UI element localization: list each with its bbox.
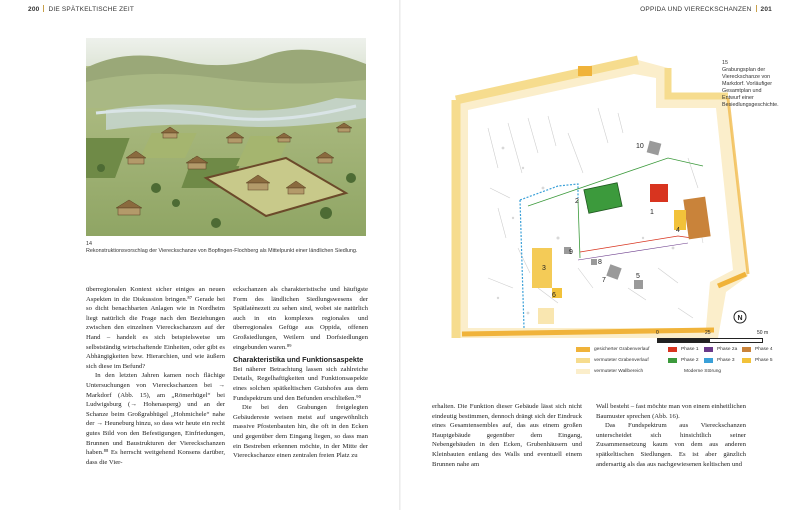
label-building-8: 8 bbox=[598, 259, 602, 266]
paragraph: Die bei den Grabungen freigelegten Gebäudereste weisen meist auf ungewöhnlich massive Pfostenbauten hin, die oft in den Ecken und gegenüber dem Eingang liegen, so dass man ein Bestreben erkennen möchte, in der Mitte der Viereckschanze einen zentralen freien Platz zu bbox=[233, 404, 368, 460]
scale-label-0: 0 bbox=[656, 330, 659, 336]
label-building-7: 7 bbox=[602, 277, 606, 284]
label-building-4: 4 bbox=[676, 227, 680, 234]
text-column-1 bbox=[86, 285, 225, 467]
legend-item bbox=[684, 369, 721, 374]
legend-item bbox=[668, 358, 699, 363]
text-column-4 bbox=[596, 402, 746, 469]
scale-bar-graphic bbox=[657, 338, 763, 343]
legend-item bbox=[742, 358, 773, 363]
legend-label: Phase 1 bbox=[681, 347, 699, 352]
scale-label-50: 50 m bbox=[757, 330, 769, 336]
label-building-3: 3 bbox=[542, 265, 546, 272]
legend-swatch bbox=[742, 358, 751, 363]
north-label: N bbox=[737, 315, 743, 322]
text-column-3 bbox=[432, 402, 582, 469]
north-arrow-icon bbox=[734, 311, 746, 323]
paragraph: erhalten. Die Funktion dieser Gebäude lässt sich nicht eindeutig bestimmen, dennoch drängt sich der Eindruck eines Gesamtensembles auf, das aus einem großen Hauptgebäude gegenüber dem Eingang, Nebengebäuden in den Ecken, Grubenhäusern und Kleinbauten entlang des Walls und eventuell einem Brunnen nahe am bbox=[432, 403, 582, 468]
legend-swatch bbox=[668, 358, 677, 363]
scale-bar bbox=[657, 330, 775, 342]
legend-label: Moderne Störung bbox=[684, 369, 722, 374]
legend-label: Phase 2 bbox=[681, 358, 699, 363]
figure-15-number: 15 bbox=[722, 60, 728, 66]
legend-swatch bbox=[742, 347, 751, 352]
label-building-9: 9 bbox=[569, 249, 573, 256]
paragraph: Bei näherer Betrachtung lassen sich zahlreiche Details, Regelhaftigkeiten und Funktionsaspekte eines solchen spätkeltischen Gutshofes aus dem Fundspektrum und den Befunden erschließen.⁹⁰ bbox=[233, 365, 368, 402]
text-column-2 bbox=[233, 285, 368, 461]
page-number-right: 201 bbox=[760, 6, 772, 13]
legend-swatch bbox=[704, 347, 713, 352]
figure-15-caption bbox=[722, 60, 780, 109]
running-header-right bbox=[640, 5, 772, 13]
figure-14-number: 14 bbox=[86, 241, 92, 247]
plan-legend bbox=[576, 344, 776, 382]
figure-14-caption bbox=[86, 241, 366, 255]
header-title-right: OPPIDA UND VIERECKSCHANZEN bbox=[640, 6, 752, 13]
legend-label: vermuteter Grabenverlauf bbox=[594, 358, 649, 363]
scale-label-25: 25 bbox=[705, 330, 711, 336]
label-building-10: 10 bbox=[636, 143, 644, 150]
legend-label: vermuteter Wallbereich bbox=[594, 369, 644, 374]
label-building-1: 1 bbox=[650, 209, 654, 216]
legend-swatch bbox=[668, 347, 677, 352]
label-building-2: 2 bbox=[575, 198, 579, 205]
legend-item bbox=[742, 347, 773, 352]
reconstruction-illustration bbox=[86, 38, 366, 236]
legend-item bbox=[704, 358, 735, 363]
legend-item bbox=[576, 369, 643, 374]
legend-item bbox=[668, 347, 699, 352]
legend-swatch bbox=[576, 347, 590, 352]
legend-swatch bbox=[576, 369, 590, 374]
legend-label: Phase 3 bbox=[717, 358, 735, 363]
legend-item bbox=[576, 347, 649, 352]
legend-swatch bbox=[704, 358, 713, 363]
header-title-left: DIE SPÄTKELTISCHE ZEIT bbox=[48, 6, 134, 13]
paragraph: eckschanzen als charakteristische und häufigste Form des ländlichen Siedlungswesens der Spätlatènezeit zu sehen sind, wobei sie natürlich auch in ein komplexes regionales und überregionales Gefüge aus Oppida, offenen Großsiedlungen, Weilern und Dorfsiedlungen eingebunden waren.⁸⁹ bbox=[233, 286, 368, 351]
figure-14-caption-text: Rekonstruktionsvorschlag der Viereckschanze von Bopfingen-Flochberg als Mittelpunkt einer ländlichen Siedlung. bbox=[86, 248, 358, 254]
paragraph: überregionalen Kontext sicher einiges an neuen Aspekten in die Diskussion bringen.⁸⁷ Gerade bei so dicht benachbarten Anlagen wie in Nordheim liegt natürlich die Frage nach den Beziehungen zwischen den einzelnen Viereckschanzen auf der Hand – handelt es sich beispielsweise um selbstständig wirtschaftende Einheiten, oder gibt es Abhängigkeiten bzw. Hierarchien, und wie äußern sich diese im Befund? bbox=[86, 286, 225, 370]
legend-item bbox=[704, 347, 737, 352]
header-divider bbox=[756, 5, 757, 12]
legend-label: Phase 2a bbox=[717, 347, 738, 352]
page-number-left: 200 bbox=[28, 6, 40, 13]
header-divider bbox=[43, 5, 44, 12]
book-gutter bbox=[399, 0, 401, 510]
paragraph: Das Fundspektrum aus Viereckschanzen unterscheidet sich hinsichtlich seiner Zusammensetzung kaum von dem aus anderen spätkeltischen Siedlungen. Es ist aber gänzlich andersartig als das aus nachgewiesenen keltischen und bbox=[596, 422, 746, 468]
label-building-5: 5 bbox=[636, 273, 640, 280]
running-header-left bbox=[28, 5, 134, 13]
section-heading: Charakteristika und Funktionsaspekte bbox=[233, 355, 364, 365]
legend-swatch bbox=[576, 358, 590, 363]
legend-item bbox=[576, 358, 649, 363]
paragraph: In den letzten Jahren kamen noch flächige Untersuchungen von Viereckschanzen bei → Markdorf (Abb. 15), am „Römerhügel“ bei Ludwigsburg (→ Hohenasperg) und an der Schanze beim Großgrabhügel „Hohmichele“ nahe der → Heuneburg hinzu, so dass wir heute ein recht gutes Bild von den Befestigungen, Einfriedungen, Brunnen und Baustrukturen der Viereckschanzen haben.⁸⁸ Es herrscht weitgehend Konsens darüber, dass die Vier- bbox=[86, 372, 225, 466]
legend-label: Phase 4 bbox=[755, 347, 773, 352]
figure-15-caption-text: Grabungsplan der Viereckschanze von Markdorf. Vorläufiger Gesamtplan und Entwurf einer Besiedlungsgeschichte. bbox=[722, 67, 779, 108]
legend-label: Phase 5 bbox=[755, 358, 773, 363]
label-building-6: 6 bbox=[552, 292, 556, 299]
paragraph: Wall besteht – fast möchte man von einem einheitlichen Baumuster sprechen (Abb. 16). bbox=[596, 403, 746, 420]
legend-label: gesicherter Grabenverlauf bbox=[594, 347, 650, 352]
